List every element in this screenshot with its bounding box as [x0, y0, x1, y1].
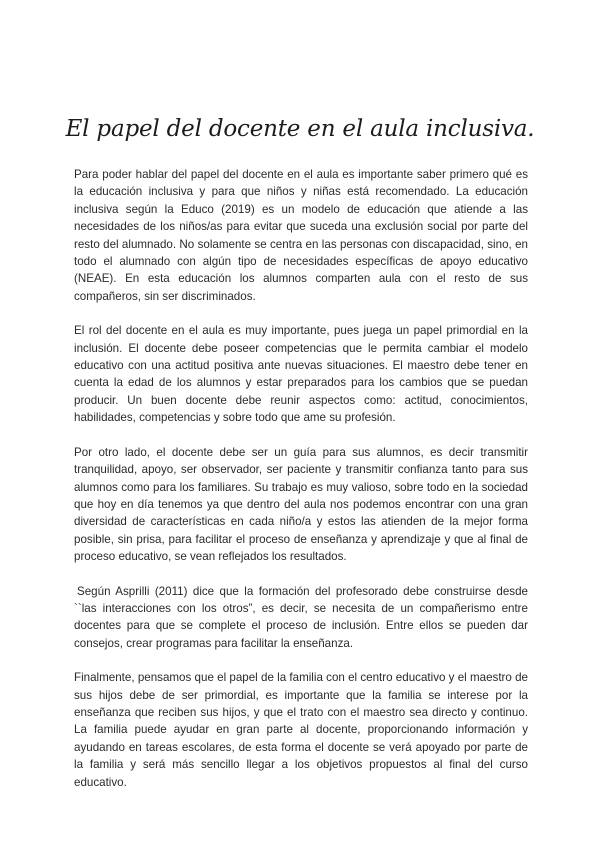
paragraph-intro: Para poder hablar del papel del docente en el aula es importante saber primero qué es la educación inclusiva y para que niños y niñas está recomendado. La educación inclusiva según la Educo (2019) es un modelo de educación que atiende a las necesidades de los niños/as para evitar que suceda una exclusión social por parte del resto del alumnado. No solamente se centra en las personas con discapacidad, sino, en todo el alumnado con algún tipo de necesidades específicas de apoyo educativo (NEAE). En esta educación los alumnos comparten aula con el resto de sus compañeros, sin ser discriminados. — [74, 168, 528, 303]
document-body — [74, 166, 528, 808]
paragraph-teacher-guide: Por otro lado, el docente debe ser un guía para sus alumnos, es decir transmitir tranquilidad, apoyo, ser observador, ser paciente y transmitir confianza tanto para sus alumnos como para los familiares. Su trabajo es muy valioso, sobre todo en la sociedad que hoy en día tenemos ya que dentro del aula nos podemos encontrar con una gran diversidad de características en cada niño/a y estos las atienden de la mejor forma posible, sin prisa, para facilitar el proceso de enseñanza y aprendizaje y que al final de proceso educativo, se vean reflejados los resultados. — [74, 445, 528, 564]
document-title: El papel del docente en el aula inclusiva. — [65, 116, 535, 142]
paragraph-asprilli: Según Asprilli (2011) dice que la formación del profesorado debe construirse desde ``las interacciones con los otros”, es decir, se necesita de un compañerismo entre docentes para que se complete el proceso de inclusión. Entre ellos se pueden dar consejos, crear programas para facilitar la enseñanza. — [74, 584, 528, 650]
paragraph-family: Finalmente, pensamos que el papel de la familia con el centro educativo y el maestro de sus hijos debe de ser primordial, es importante que la familia se interese por la enseñanza que reciben sus hijos, y que el trato con el maestro sea directo y continuo. La familia puede ayudar en gran parte al docente, proporcionando información y ayudando en tareas escolares, de esta forma el docente se verá apoyado por parte de la familia y será más sencillo llegar a los objetivos propuestos al final del curso educativo. — [74, 671, 528, 789]
paragraph-teacher-role: El rol del docente en el aula es muy importante, pues juega un papel primordial en la inclusión. El docente debe poseer competencias que le permita cambiar el modelo educativo con una actitud positiva ante nuevas situaciones. El maestro debe tener en cuenta la edad de los alumnos y estar preparados para los cambios que se puedan producir. Un buen docente debe reunir aspectos como: actitud, conocimientos, habilidades, competencias y sobre todo que ame su profesión. — [74, 324, 528, 425]
